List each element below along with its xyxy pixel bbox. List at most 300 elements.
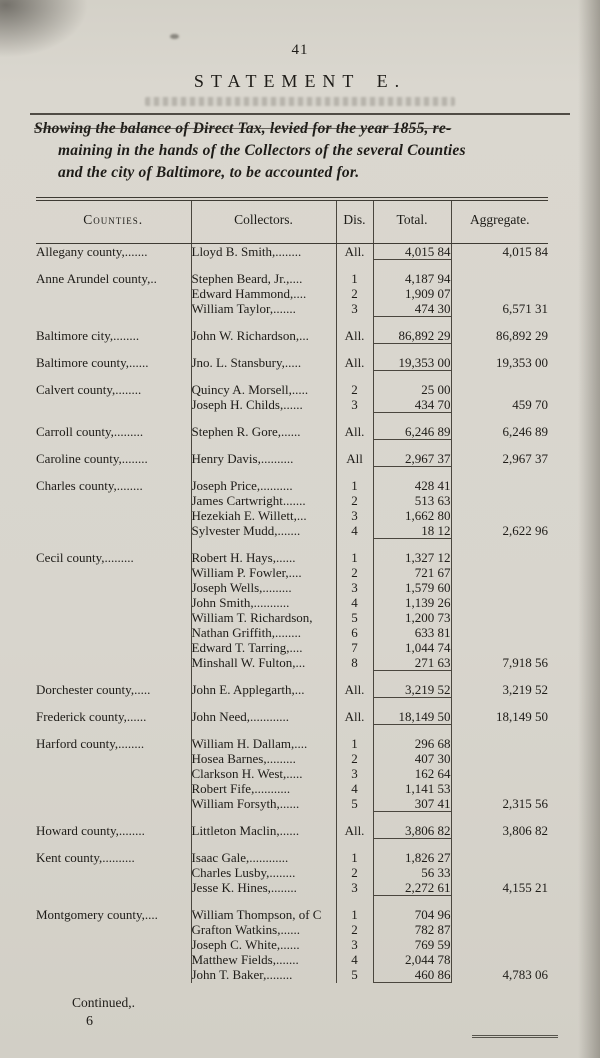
district-cell: All. [336,355,373,371]
county-cell [36,937,191,952]
table-row [36,523,548,539]
spacer-cell [36,671,191,683]
county-cell [36,286,191,301]
county-cell: Anne Arundel county,.. [36,271,191,286]
bottom-right-rule [472,1035,558,1038]
spacer-cell [451,260,548,272]
table-row [36,301,548,317]
collector-cell: Sylvester Mudd,....... [191,523,336,539]
spacer-cell [191,725,336,737]
spacer-cell [336,698,373,710]
county-cell: Baltimore city,........ [36,328,191,344]
collector-cell: William T. Richardson, [191,610,336,625]
spacer-cell [191,344,336,356]
county-cell: Charles county,........ [36,478,191,493]
spacer-cell [36,371,191,383]
spacer-cell [373,698,451,710]
heading-line-3: and the city of Baltimore, to be accounted for. [58,164,360,181]
total-cell: 6,246 89 [373,424,451,440]
spacer-cell [36,539,191,551]
collector-cell: Quincy A. Morsell,..... [191,382,336,397]
total-cell: 721 67 [373,565,451,580]
group-spacer-row [36,440,548,452]
collector-cell: Lloyd B. Smith,........ [191,244,336,260]
district-cell: 6 [336,625,373,640]
group-spacer-row [36,725,548,737]
spacer-cell [36,698,191,710]
heading-line-1: Showing the balance of Direct Tax, levied for the year 1855, re- [34,120,452,137]
county-cell [36,952,191,967]
county-cell [36,781,191,796]
group-spacer-row [36,698,548,710]
group-spacer-row [36,467,548,479]
total-cell: 782 87 [373,922,451,937]
aggregate-cell [451,865,548,880]
total-cell: 4,187 94 [373,271,451,286]
faded-print-artifact [145,97,455,106]
table-row [36,625,548,640]
county-cell [36,922,191,937]
total-cell: 1,200 73 [373,610,451,625]
collector-cell: Jesse K. Hines,........ [191,880,336,896]
aggregate-cell [451,952,548,967]
collector-cell: John Smith,........... [191,595,336,610]
county-cell: Frederick county,...... [36,709,191,725]
district-cell: 2 [336,565,373,580]
district-cell: 5 [336,610,373,625]
table-row [36,967,548,983]
spacer-cell [336,344,373,356]
spacer-cell [36,467,191,479]
total-cell: 18,149 50 [373,709,451,725]
district-cell: 1 [336,271,373,286]
district-cell: All. [336,709,373,725]
group-spacer-row [36,260,548,272]
spacer-cell [451,698,548,710]
county-cell [36,766,191,781]
spacer-cell [191,698,336,710]
header-district: Dis. [336,199,373,244]
total-cell: 704 96 [373,907,451,922]
district-cell: All. [336,328,373,344]
aggregate-cell: 2,315 56 [502,796,548,812]
table-row [36,751,548,766]
statement-heading [34,118,574,184]
spacer-cell [451,344,548,356]
spacer-cell [451,317,548,329]
aggregate-cell: 6,571 31 [502,301,548,317]
district-cell: 2 [336,865,373,880]
total-cell: 86,892 29 [373,328,451,344]
district-cell: All [336,451,373,467]
county-cell [36,967,191,983]
spacer-cell [373,260,451,272]
county-cell: Howard county,........ [36,823,191,839]
total-cell: 1,579 60 [373,580,451,595]
header-aggregate: Aggregate. [451,199,548,244]
spacer-cell [191,539,336,551]
aggregate-cell: 4,015 84 [502,244,548,260]
aggregate-cell: 18,149 50 [496,709,548,725]
collector-cell: Grafton Watkins,...... [191,922,336,937]
table-row [36,328,548,344]
table-row [36,580,548,595]
spacer-cell [336,812,373,824]
spacer-cell [191,839,336,851]
collector-cell: Matthew Fields,....... [191,952,336,967]
spacer-cell [36,725,191,737]
spacer-cell [191,896,336,908]
table-row [36,382,548,397]
spacer-cell [451,539,548,551]
spacer-cell [451,725,548,737]
spacer-cell [191,467,336,479]
spacer-cell [191,440,336,452]
spacer-cell [36,839,191,851]
total-cell: 56 33 [373,865,451,880]
collector-cell: Charles Lusby,........ [191,865,336,880]
spacer-cell [336,671,373,683]
total-cell: 271 63 [373,655,451,671]
total-cell: 4,015 84 [373,244,451,260]
spacer-cell [373,812,451,824]
district-cell: 2 [336,382,373,397]
aggregate-cell: 7,918 56 [502,655,548,671]
spacer-cell [36,896,191,908]
spacer-cell [336,725,373,737]
collector-cell: James Cartwright....... [191,493,336,508]
spacer-cell [336,839,373,851]
group-spacer-row [36,896,548,908]
district-cell: 3 [336,397,373,413]
collector-cell: William P. Fowler,.... [191,565,336,580]
total-cell: 25 00 [373,382,451,397]
spacer-cell [36,317,191,329]
total-cell: 460 86 [373,967,451,983]
total-cell: 1,141 53 [373,781,451,796]
table-row [36,244,548,260]
spacer-cell [451,440,548,452]
group-spacer-row [36,344,548,356]
county-cell [36,880,191,896]
total-cell: 633 81 [373,625,451,640]
collector-cell: Jno. L. Stansbury,..... [191,355,336,371]
district-cell: 1 [336,907,373,922]
aggregate-cell: 4,155 21 [502,880,548,896]
collector-cell: William Thompson, of C [191,907,336,922]
table-row [36,850,548,865]
aggregate-cell: 3,219 52 [502,682,548,698]
collector-cell: Robert H. Hays,...... [191,550,336,565]
total-cell: 2,272 61 [373,880,451,896]
aggregate-cell [451,478,548,493]
spacer-cell [36,344,191,356]
county-cell [36,610,191,625]
aggregate-cell [451,640,548,655]
aggregate-cell [451,565,548,580]
total-cell: 434 70 [373,397,451,413]
group-spacer-row [36,671,548,683]
collector-cell: William H. Dallam,.... [191,736,336,751]
county-cell [36,565,191,580]
collector-cell: Hosea Barnes,......... [191,751,336,766]
group-spacer-row [36,539,548,551]
county-cell [36,595,191,610]
collector-cell: William Forsyth,...... [191,796,336,812]
county-cell [36,301,191,317]
total-cell: 769 59 [373,937,451,952]
table-row [36,865,548,880]
spacer-cell [336,371,373,383]
group-spacer-row [36,413,548,425]
spacer-cell [36,440,191,452]
spacer-cell [373,671,451,683]
aggregate-cell [451,937,548,952]
county-cell: Harford county,........ [36,736,191,751]
aggregate-cell [451,610,548,625]
table-row [36,451,548,467]
spacer-cell [451,671,548,683]
group-spacer-row [36,371,548,383]
district-cell: All. [336,682,373,698]
district-cell: 8 [336,655,373,671]
table-row [36,709,548,725]
collector-cell: Joseph H. Childs,...... [191,397,336,413]
district-cell: 3 [336,580,373,595]
county-cell: Baltimore county,...... [36,355,191,371]
district-cell: 2 [336,922,373,937]
heading-line-2: maining in the hands of the Collectors of the several Counties [58,142,466,159]
collector-cell: Robert Fife,........... [191,781,336,796]
table-row [36,397,548,413]
aggregate-cell [451,550,548,565]
aggregate-cell: 2,622 96 [502,523,548,539]
total-cell: 307 41 [373,796,451,812]
spacer-cell [336,260,373,272]
spacer-cell [373,413,451,425]
spacer-cell [373,371,451,383]
county-cell [36,796,191,812]
district-cell: 5 [336,967,373,983]
spacer-cell [336,440,373,452]
district-cell: All. [336,244,373,260]
county-cell: Calvert county,........ [36,382,191,397]
aggregate-cell [451,736,548,751]
district-cell: 2 [336,493,373,508]
district-cell: 4 [336,952,373,967]
total-cell: 2,967 37 [373,451,451,467]
spacer-cell [336,413,373,425]
spacer-cell [336,539,373,551]
spacer-cell [336,896,373,908]
table-row [36,493,548,508]
spacer-cell [36,260,191,272]
total-cell: 428 41 [373,478,451,493]
district-cell: 1 [336,478,373,493]
table-row [36,550,548,565]
district-cell: 5 [336,796,373,812]
table-row [36,355,548,371]
continued-label: Continued,. [72,995,135,1010]
total-cell: 1,044 74 [373,640,451,655]
group-spacer-row [36,812,548,824]
table-row [36,640,548,655]
county-cell [36,397,191,413]
spacer-cell [336,317,373,329]
district-cell: 7 [336,640,373,655]
aggregate-cell [451,286,548,301]
county-cell: Kent county,.......... [36,850,191,865]
county-cell [36,508,191,523]
spacer-cell [191,812,336,824]
table-row [36,682,548,698]
district-cell: 2 [336,286,373,301]
aggregate-cell [451,493,548,508]
table-row [36,271,548,286]
district-cell: 4 [336,781,373,796]
district-cell: 3 [336,301,373,317]
page-number: 41 [291,42,309,58]
table-row [36,565,548,580]
aggregate-cell [451,271,548,286]
county-cell [36,751,191,766]
district-cell: 3 [336,508,373,523]
collector-cell: Henry Davis,.......... [191,451,336,467]
district-cell: 4 [336,595,373,610]
aggregate-cell [451,580,548,595]
aggregate-cell [451,625,548,640]
collector-cell: Stephen R. Gore,...... [191,424,336,440]
spacer-cell [451,896,548,908]
table-row [36,937,548,952]
total-cell: 1,662 80 [373,508,451,523]
collector-cell: Hezekiah E. Willett,... [191,508,336,523]
county-cell: Allegany county,....... [36,244,191,260]
ink-speck [170,34,179,39]
table-row [36,796,548,812]
collector-cell: William Taylor,....... [191,301,336,317]
aggregate-cell: 86,892 29 [496,328,548,344]
county-cell: Montgomery county,.... [36,907,191,922]
total-cell: 18 12 [373,523,451,539]
collector-cell: Stephen Beard, Jr.,.... [191,271,336,286]
spacer-cell [373,839,451,851]
county-cell: Dorchester county,..... [36,682,191,698]
spacer-cell [336,467,373,479]
county-cell [36,655,191,671]
total-cell: 19,353 00 [373,355,451,371]
total-cell: 3,806 82 [373,823,451,839]
total-cell: 513 63 [373,493,451,508]
collector-cell: Edward Hammond,.... [191,286,336,301]
table-row [36,766,548,781]
total-cell: 1,139 26 [373,595,451,610]
collector-cell: Isaac Gale,............ [191,850,336,865]
aggregate-cell: 3,806 82 [502,823,548,839]
collector-cell: John T. Baker,........ [191,967,336,983]
header-total: Total. [373,199,451,244]
total-cell: 1,826 27 [373,850,451,865]
spacer-cell [451,413,548,425]
county-cell [36,625,191,640]
spacer-cell [191,371,336,383]
aggregate-cell: 4,783 06 [502,967,548,983]
spacer-cell [451,467,548,479]
collector-cell: Edward T. Tarring,.... [191,640,336,655]
county-cell [36,640,191,655]
county-cell: Caroline county,........ [36,451,191,467]
spacer-cell [451,839,548,851]
total-cell: 296 68 [373,736,451,751]
header-counties: Counties. [36,199,191,244]
county-cell: Carroll county,......... [36,424,191,440]
aggregate-cell [451,781,548,796]
aggregate-cell [451,751,548,766]
spacer-cell [36,812,191,824]
aggregate-cell: 19,353 00 [496,355,548,371]
total-cell: 162 64 [373,766,451,781]
table-row [36,595,548,610]
spacer-cell [36,413,191,425]
group-spacer-row [36,839,548,851]
county-cell [36,580,191,595]
spacer-cell [191,671,336,683]
county-cell: Cecil county,......... [36,550,191,565]
total-cell: 2,044 78 [373,952,451,967]
total-cell: 3,219 52 [373,682,451,698]
county-cell [36,493,191,508]
district-cell: All. [336,424,373,440]
spacer-cell [373,440,451,452]
table-row [36,907,548,922]
collector-cell: John Need,............ [191,709,336,725]
district-cell: 3 [336,766,373,781]
table-row [36,922,548,937]
spacer-cell [373,467,451,479]
collector-cell: John E. Applegarth,... [191,682,336,698]
district-cell: 1 [336,550,373,565]
district-cell: 2 [336,751,373,766]
spacer-cell [373,896,451,908]
aggregate-cell [451,907,548,922]
collector-cell: Joseph Price,.......... [191,478,336,493]
total-cell: 1,909 07 [373,286,451,301]
header-collectors: Collectors. [191,199,336,244]
collector-cell: John W. Richardson,... [191,328,336,344]
group-spacer-row [36,317,548,329]
spacer-cell [451,812,548,824]
collector-cell: Clarkson H. West,..... [191,766,336,781]
district-cell: 1 [336,736,373,751]
spacer-cell [373,317,451,329]
aggregate-cell: 6,246 89 [502,424,548,440]
signature-number: 6 [86,1014,93,1029]
spacer-cell [191,260,336,272]
aggregate-cell: 2,967 37 [502,451,548,467]
aggregate-cell [451,595,548,610]
spacer-cell [373,344,451,356]
district-cell: 3 [336,880,373,896]
table-row [36,880,548,896]
table-row [36,736,548,751]
table-row [36,823,548,839]
collector-cell: Minshall W. Fulton,... [191,655,336,671]
total-cell: 1,327 12 [373,550,451,565]
table-row [36,781,548,796]
table-row [36,952,548,967]
total-cell: 474 30 [373,301,451,317]
county-cell [36,865,191,880]
